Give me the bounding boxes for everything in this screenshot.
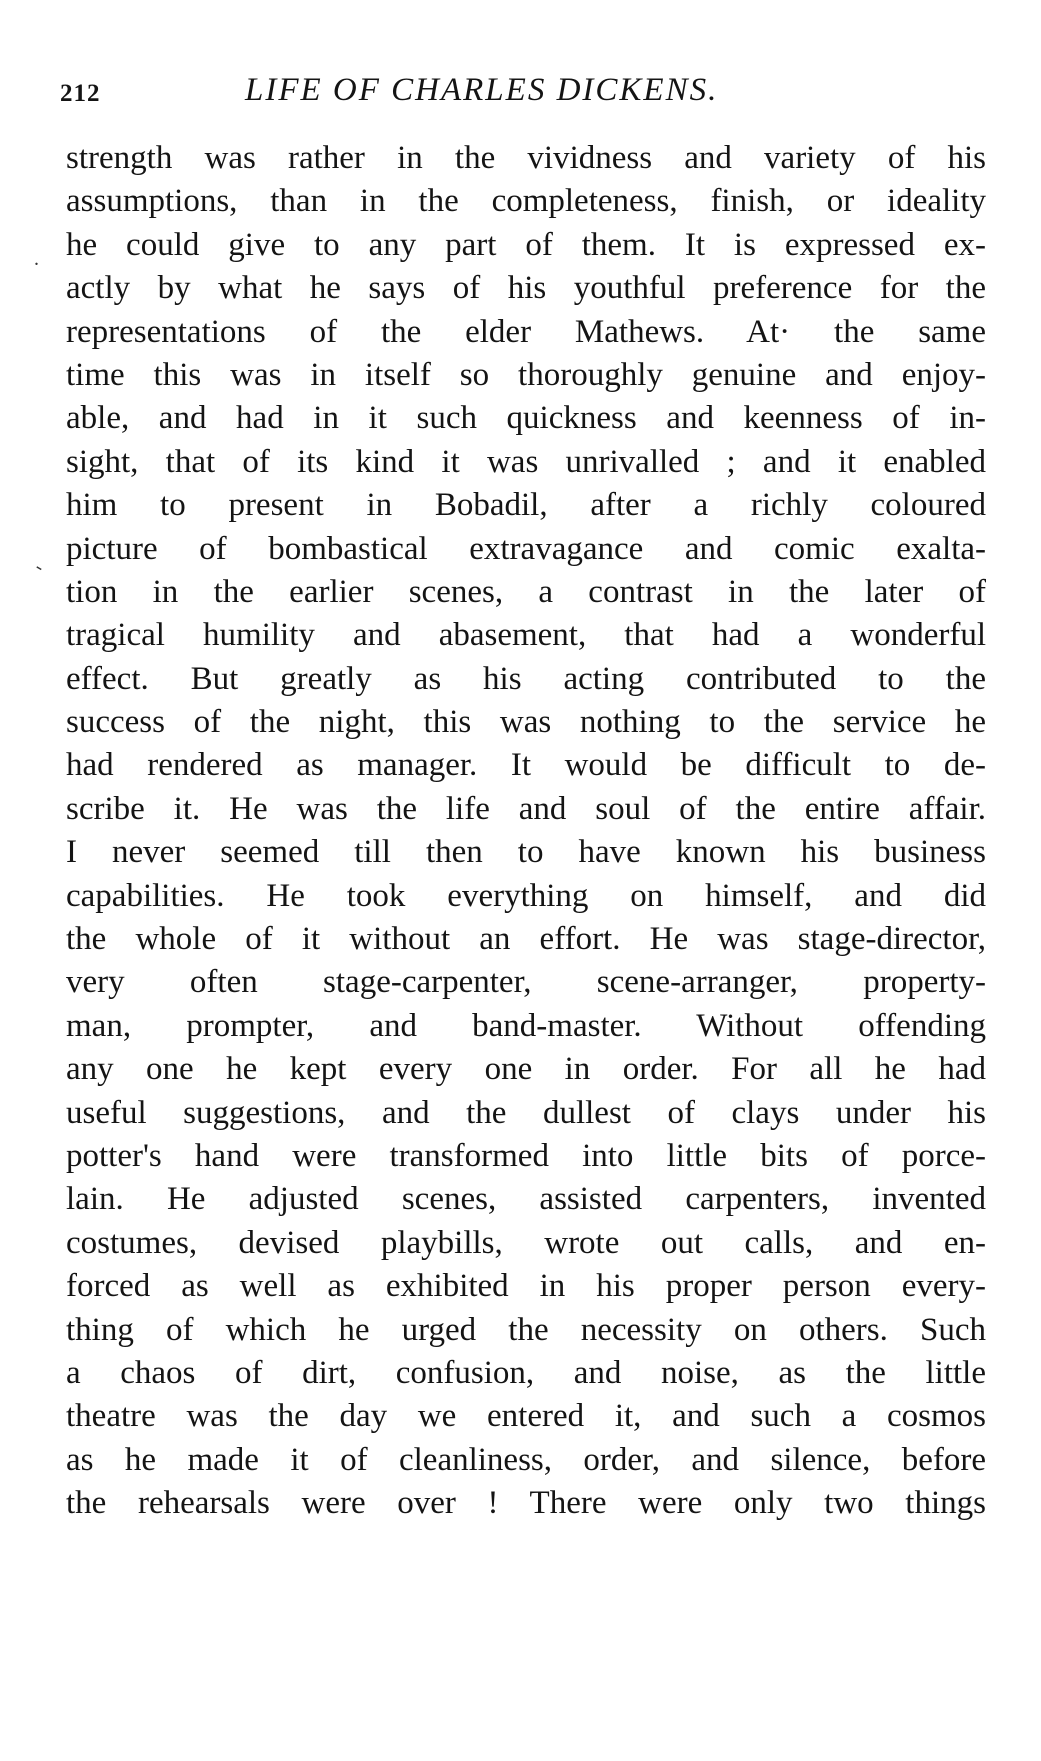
text-line: I never seemed till then to have known his business <box>66 834 986 871</box>
text-line: time this was in itself so thoroughly genuine and enjoy- <box>66 356 986 393</box>
text-line: had rendered as manager. It would be difficult to de- <box>66 747 986 784</box>
text-line: picture of bombastical extravagance and comic exalta- <box>66 530 986 567</box>
text-line: able, and had in it such quickness and keenness of in- <box>66 400 986 437</box>
text-line: him to present in Bobadil, after a richly coloured <box>66 487 986 524</box>
text-line: useful suggestions, and the dullest of clays under his <box>66 1094 986 1131</box>
page-header <box>60 72 980 122</box>
text-line: representations of the elder Mathews. At· the same <box>66 313 986 350</box>
text-line: effect. But greatly as his acting contributed to the <box>66 660 986 697</box>
text-line: costumes, devised playbills, wrote out calls, and en- <box>66 1224 986 1261</box>
running-title: LIFE OF CHARLES DICKENS. <box>245 72 719 108</box>
text-line: tragical humility and abasement, that had a wonderful <box>66 617 986 654</box>
text-line: theatre was the day we entered it, and such a cosmos <box>66 1398 986 1435</box>
text-line: as he made it of cleanliness, order, and silence, before <box>66 1441 986 1478</box>
text-line: very often stage-carpenter, scene-arranger, property- <box>66 964 986 1001</box>
margin-mark: . <box>34 248 39 270</box>
text-line: lain. He adjusted scenes, assisted carpenters, invented <box>66 1181 986 1218</box>
text-line: sight, that of its kind it was unrivalled ; and it enabled <box>66 443 986 480</box>
text-line: he could give to any part of them. It is expressed ex- <box>66 226 986 263</box>
text-line: potter's hand were transformed into little bits of porce- <box>66 1137 986 1174</box>
text-line: any one he kept every one in order. For all he had <box>66 1051 986 1088</box>
margin-mark: - <box>31 555 48 579</box>
text-line: strength was rather in the vividness and variety of his <box>66 140 986 176</box>
text-line: thing of which he urged the necessity on others. Such <box>66 1311 986 1348</box>
text-line: man, prompter, and band-master. Without offending <box>66 1007 986 1044</box>
text-line: actly by what he says of his youthful preference for the <box>66 270 986 307</box>
text-line: assumptions, than in the completeness, finish, or ideality <box>66 183 986 220</box>
text-line: success of the night, this was nothing to the service he <box>66 704 986 741</box>
text-line: a chaos of dirt, confusion, and noise, as the little <box>66 1354 986 1391</box>
text-line: tion in the earlier scenes, a contrast in the later of <box>66 573 986 610</box>
body-text <box>66 137 986 1526</box>
text-line: the whole of it without an effort. He was stage-director, <box>66 921 986 958</box>
page-number: 212 <box>60 80 101 107</box>
text-line: scribe it. He was the life and soul of the entire affair. <box>66 790 986 827</box>
text-line: capabilities. He took everything on himself, and did <box>66 877 986 914</box>
text-line: forced as well as exhibited in his proper person every- <box>66 1268 986 1305</box>
text-line: the rehearsals were over ! There were only two things <box>66 1485 986 1522</box>
